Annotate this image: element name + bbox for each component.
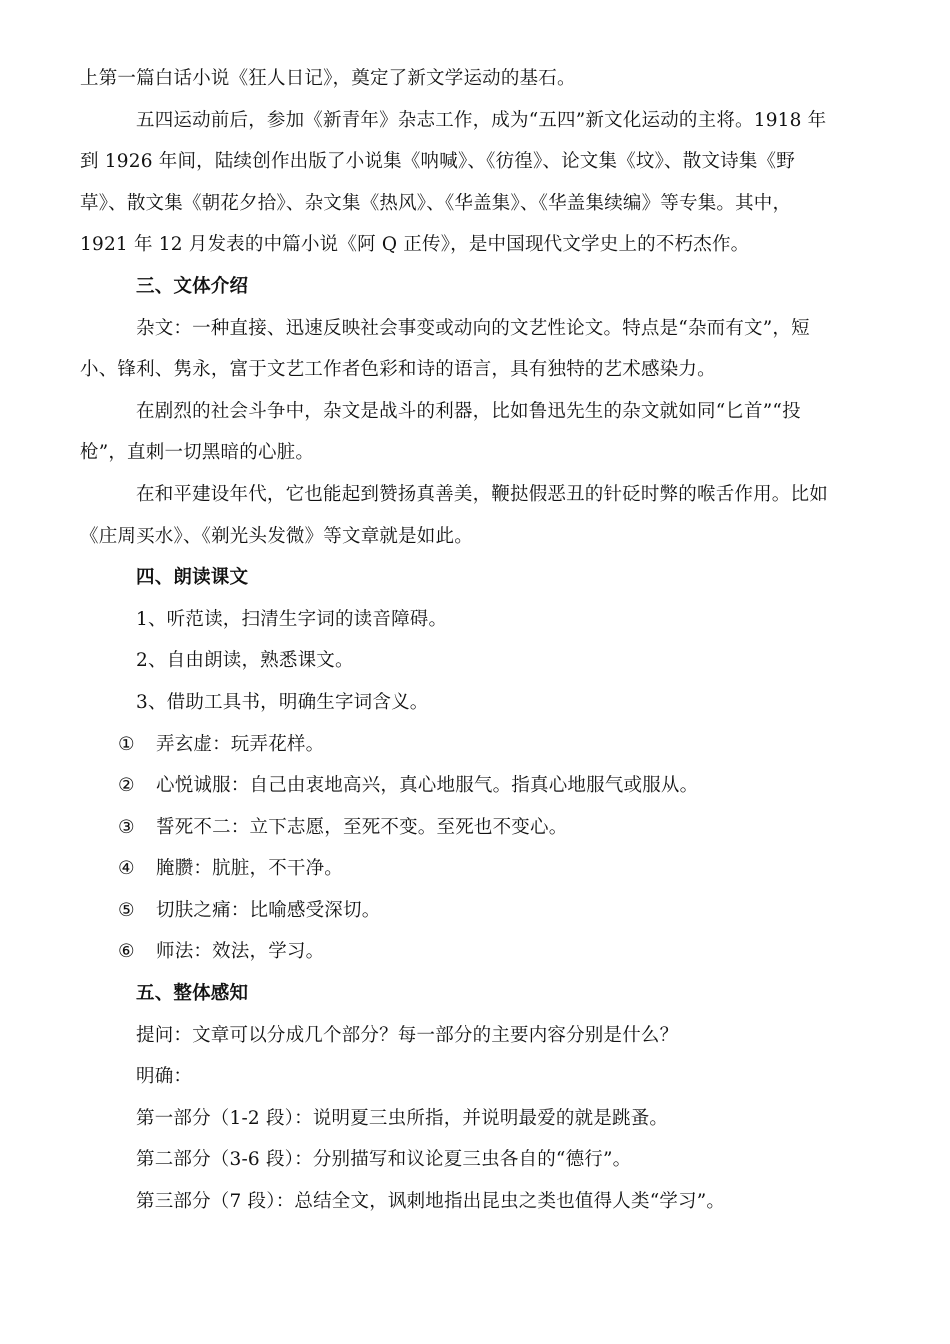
question-text: 提问：文章可以分成几个部分？每一部分的主要内容分别是什么？ <box>136 1024 679 1046</box>
body-text-line: 草》、散文集《朝花夕拾》、杂文集《热风》、《华盖集》、《华盖集续编》等专集。其中， <box>80 192 792 214</box>
body-text-line: 1921 年 12 月发表的中篇小说《阿 Q 正传》，是中国现代文学史上的不朽杰作。 <box>80 234 750 256</box>
body-text-line: 杂文：一种直接、迅速反映社会事变或动向的文艺性论文。特点是“杂而有文”，短 <box>136 317 810 339</box>
vocab-text: 师法：效法，学习。 <box>156 941 325 963</box>
list-item: 1、听范读，扫清生字词的读音障碍。 <box>136 608 448 630</box>
vocab-text: 心悦诚服：自己由衷地高兴，真心地服气。指真心地服气或服从。 <box>156 775 699 797</box>
vocab-item <box>80 890 872 932</box>
vocab-text: 腌臜：肮脏，不干净。 <box>156 858 344 880</box>
section-heading: 五、整体感知 <box>136 983 249 1005</box>
vocab-item <box>80 848 872 890</box>
vocab-number: ① <box>118 733 135 755</box>
body-text-line: 五四运动前后，参加《新青年》杂志工作，成为“五四”新文化运动的主将。1918 年 <box>136 109 827 131</box>
vocab-text: 切肤之痛：比喻感受深切。 <box>156 899 381 921</box>
body-text-line: 到 1926 年间，陆续创作出版了小说集《呐喊》、《彷徨》、论文集《坟》、散文诗集《野 <box>80 151 795 173</box>
body-text-line: 在和平建设年代，它也能起到赞扬真善美，鞭挞假恶丑的针砭时弊的喉舌作用。比如 <box>136 483 828 505</box>
vocab-number: ② <box>118 775 135 797</box>
section-heading: 四、朗读课文 <box>136 567 249 589</box>
part-summary: 第三部分（7 段）：总结全文，讽刺地指出昆虫之类也值得人类“学习”。 <box>136 1191 726 1213</box>
part-summary: 第一部分（1-2 段）：说明夏三虫所指，并说明最爱的就是跳蚤。 <box>136 1107 669 1129</box>
answer-label: 明确： <box>136 1066 193 1088</box>
vocab-number: ③ <box>118 816 135 838</box>
body-text-line: 小、锋利、隽永，富于文艺工作者色彩和诗的语言，具有独特的艺术感染力。 <box>80 359 716 381</box>
body-text-line: 枪”，直刺一切黑暗的心脏。 <box>80 442 315 464</box>
list-item: 2、自由朗读，熟悉课文。 <box>136 650 354 672</box>
vocab-item <box>80 765 872 807</box>
section-heading: 三、文体介绍 <box>136 275 249 297</box>
vocab-item <box>80 931 872 973</box>
vocab-number: ⑤ <box>118 899 135 921</box>
vocab-item <box>80 807 872 849</box>
document-page <box>80 58 872 1223</box>
body-text-line: 在剧烈的社会斗争中，杂文是战斗的利器，比如鲁迅先生的杂文就如同“匕首”“投 <box>136 400 801 422</box>
vocab-item <box>80 724 872 766</box>
body-text-line: 上第一篇白话小说《狂人日记》，奠定了新文学运动的基石。 <box>80 68 576 89</box>
body-text-line: 《庄周买水》、《剃光头发微》等文章就是如此。 <box>80 525 473 547</box>
part-summary: 第二部分（3-6 段）：分别描写和议论夏三虫各自的“德行”。 <box>136 1149 632 1171</box>
vocab-text: 誓死不二：立下志愿，至死不变。至死也不变心。 <box>156 816 568 838</box>
list-item: 3、借助工具书，明确生字词含义。 <box>136 691 429 713</box>
vocab-text: 弄玄虚：玩弄花样。 <box>156 733 325 755</box>
vocab-number: ⑥ <box>118 941 135 963</box>
vocab-number: ④ <box>118 858 135 880</box>
